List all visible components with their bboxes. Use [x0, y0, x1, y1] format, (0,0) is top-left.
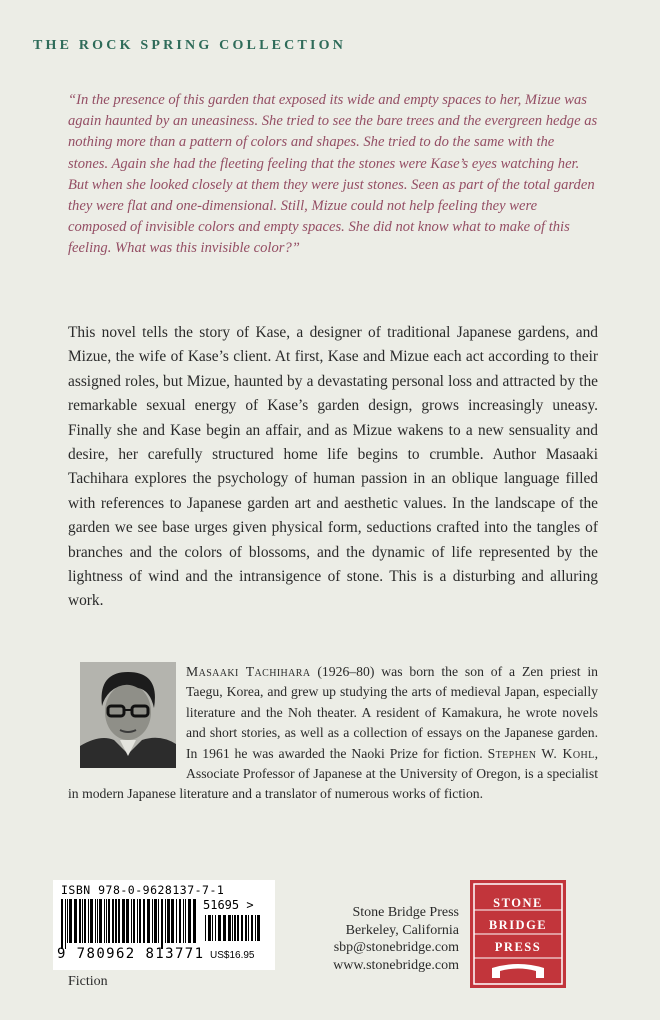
barcode-bar	[158, 899, 159, 943]
barcode-bar	[228, 915, 231, 941]
barcode-bar	[67, 899, 68, 943]
barcode-bar	[88, 899, 89, 943]
category-label: Fiction	[68, 974, 108, 989]
series-title: THE ROCK SPRING COLLECTION	[33, 38, 347, 53]
barcode-bar	[188, 899, 191, 943]
barcode-bar	[255, 915, 256, 941]
barcode-bar	[122, 899, 125, 943]
translator-name: Stephen W. Kohl	[487, 745, 595, 761]
barcode-bar	[61, 899, 63, 949]
barcode-bar	[241, 915, 243, 941]
barcode-bar	[104, 899, 105, 943]
barcode-bar	[139, 899, 141, 943]
barcode-bar	[251, 915, 253, 941]
barcode-bar	[248, 915, 249, 941]
barcode-bar	[212, 915, 213, 941]
barcode-bar	[215, 915, 216, 941]
barcode-bar	[99, 899, 102, 943]
publisher-website: www.stonebridge.com	[333, 957, 459, 973]
publisher-logo	[470, 880, 566, 988]
barcode-bar	[95, 899, 96, 943]
barcode-bar	[223, 915, 226, 941]
publisher-location: Berkeley, California	[345, 922, 459, 938]
barcode-bar	[154, 899, 157, 943]
barcode-bar	[245, 915, 247, 941]
barcode-bar	[126, 899, 129, 943]
barcode-bar	[179, 899, 181, 943]
barcode-bar	[193, 899, 196, 943]
author-bio	[68, 662, 598, 805]
barcode-bar	[106, 899, 107, 943]
barcode-bar	[205, 915, 206, 941]
barcode-bar	[112, 899, 114, 943]
barcode-bar	[133, 899, 135, 943]
barcode-bar	[97, 899, 98, 943]
barcode-bar	[118, 899, 120, 943]
barcode-bar	[232, 915, 233, 941]
barcode-bar	[176, 899, 177, 943]
barcode-bar	[79, 899, 81, 943]
barcode-bar	[165, 899, 166, 943]
barcode-bar	[152, 899, 153, 943]
barcode-bar	[171, 899, 174, 943]
publisher-email: sbp@stonebridge.com	[333, 940, 459, 956]
barcode-bar	[147, 899, 150, 943]
barcode-bar	[65, 899, 66, 949]
barcode-bar	[167, 899, 170, 943]
addon-barcode-bars	[203, 915, 263, 947]
barcode-bar	[108, 899, 110, 943]
barcode-bar	[183, 899, 184, 943]
barcode-digits: 9 780962 813771	[57, 946, 205, 962]
barcode-bar	[82, 899, 83, 943]
barcode-bar	[237, 915, 239, 941]
barcode-bar	[143, 899, 145, 943]
barcode-bar	[185, 899, 186, 943]
isbn-barcode	[53, 880, 275, 970]
barcode-bar	[74, 899, 77, 943]
author-name: Masaaki Tachihara	[186, 664, 311, 679]
barcode-addon-number: 51695 >	[203, 898, 254, 912]
price-label: US$16.95	[210, 950, 255, 961]
barcode-bar	[90, 899, 93, 943]
barcode-bar	[84, 899, 86, 943]
logo-text	[478, 892, 558, 958]
barcode-bar	[69, 899, 72, 943]
barcode-bar	[257, 915, 260, 941]
isbn-number: ISBN 978-0-9628137-7-1	[61, 883, 225, 897]
barcode-bar	[137, 899, 138, 943]
barcode-bar	[161, 899, 163, 949]
book-description: This novel tells the story of Kase, a designer of traditional Japanese gardens, and Mizue, the wife of Kase’s client. At first, Kase and Mizue each act according to their assigned roles, but Mizue, haunted by a devastating personal loss and attracted by the remarkable sexual energy of Kase’s garden design, grows increasingly uneasy. Finally she and Kase begin an affair, and as Mizue wakens to a new sensuality and desire, her carefully structured home life begins to crumble. Author Masaaki Tachihara explores the psychology of human passion in an oblique language filled with references to Japanese garden art and aesthetic values. In the landscape of the garden we see base urges given physical form, seductions crafted into the tangles of branches and the colors of blossoms, and the dynamic of life represented by the lightness of wind and the intransigence of stone. This is a disturbing and alluring work.	[68, 324, 598, 610]
author-bio-text: (1926–80) was born the son of a Zen priest in Taegu, Korea, and grew up studying the arts of medieval Japan, especially literature and the Noh theater. A resident of Kamakura, he wrote novels and short stories, as well as a collection of essays on the Japanese garden. In 1961 he was awarded the Naoki Prize for fiction.	[186, 664, 598, 761]
barcode-bar	[115, 899, 117, 943]
logo-line-bridge: BRIDGE	[488, 918, 548, 932]
barcode-bar	[131, 899, 132, 943]
ean-barcode-bars	[59, 899, 199, 949]
logo-line-stone: STONE	[493, 896, 543, 910]
publisher-name: Stone Bridge Press	[352, 905, 459, 920]
publisher-info	[333, 904, 459, 974]
bridge-icon	[492, 964, 544, 978]
barcode-bar	[208, 915, 211, 941]
translator-bio-text: , Associate Professor of Japanese at the University of Oregon, is a specialist in modern Japanese literature and a translator of numerous works of fiction.	[68, 745, 598, 802]
barcode-bar	[234, 915, 236, 941]
excerpt-quote: “In the presence of this garden that exposed its wide and empty spaces to her, Mizue was again haunted by an uneasiness. She tried to see the bare trees and the evergreen hedge as nothing more than a pattern of colors and shapes. She tried to do the same with the stones. Again she had the fleeting feeling that the stones were Kase’s eyes watching her. But when she looked closely at them they were just stones. Seen as part of the total garden they were flat and one-dimensional. Still, Mizue could not help feeling they were composed of invisible colors and empty spaces. She did not know what to make of this feeling. What was this invisible color?”	[68, 92, 598, 257]
barcode-bar	[218, 915, 221, 941]
logo-line-press: PRESS	[494, 940, 542, 954]
